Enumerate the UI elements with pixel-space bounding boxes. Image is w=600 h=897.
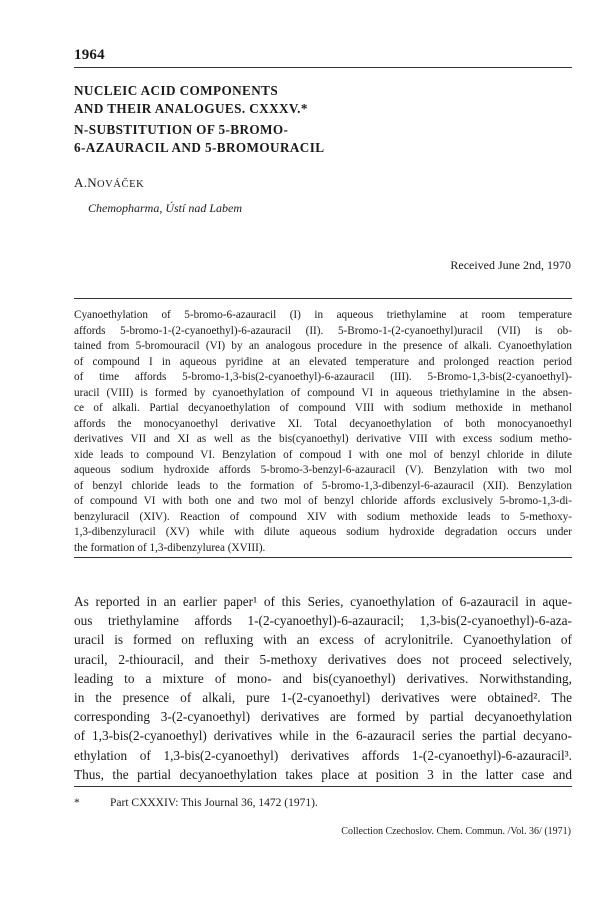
abstract-line: the formation of 1,3-dibenzylurea (XVIII).	[74, 541, 266, 554]
body-line: leading to a mixture of mono- and bis(cyanoethyl) derivatives. Norwithstanding,	[74, 670, 572, 686]
abstract-line: 1,3-dibenzyluracil (XV) while with dilute aqueous sodium hydroxide degradation occurs under	[74, 526, 572, 538]
title-line-4: 6-AZAURACIL AND 5-BROMOURACIL	[74, 139, 325, 155]
abstract-line: tained from 5-bromouracil (VI) by an analogous procedure in the presence of alkali. Cyanoethylation	[74, 340, 572, 352]
abstract-line: ce of alkali. Partial decyanoethylation of compound VIII with sodium methoxide in methanol	[74, 402, 572, 414]
abstract	[74, 308, 572, 556]
body-line: ethylation of 1,3-bis(2-cyanoethyl) derivatives affords 1-(2-cyanoethyl)-6-azauracil³.	[74, 747, 572, 763]
page-number: 1964	[74, 47, 105, 63]
footnote-rule	[74, 786, 572, 787]
abstract-line: benzyluracil (XIV). Reaction of compound XIV with sodium methoxide leads to 5-methoxy-	[74, 510, 572, 523]
title-line-1: NUCLEIC ACID COMPONENTS	[74, 83, 279, 98]
footnote-mark: *	[74, 797, 80, 809]
abstract-line: affords the monocyanoethyl derivative XI. Total decyanoethylation of both monocyanoethyl	[74, 417, 572, 430]
title-line-2: AND THEIR ANALOGUES. CXXXV.*	[74, 100, 308, 116]
abstract-line: xide leads to compound VI. Benzylation of compoud I with one mol of benzyl chloride in dilute	[74, 448, 572, 461]
abstract-line: of compound VI with both one and two mol of benzyl chloride affords exclusively 5-bromo-1,3-di-	[74, 495, 572, 507]
received-date: Received June 2nd, 1970	[450, 258, 571, 272]
body-line: uracil, 2-thiouracil, and their 5-methoxy derivatives does not proceed selectively,	[74, 651, 572, 667]
abstract-line: uracil (VIII) is formed by cyanoethylation of compound VI in aqueous triethylamine in the absen-	[74, 386, 572, 399]
abstract-line: of benzyl chloride leads to the formation of 5-bromo-1,3-dibenzyl-6-azauracil (XII). Benzylation	[74, 479, 572, 492]
body-line: of 1,3-bis(2-cyanoethyl) derivatives while in the 6-azauracil series the partial decyano-	[74, 728, 572, 744]
footnote-text: Part CXXXIV: This Journal 36, 1472 (1971).	[110, 797, 318, 809]
footnote	[74, 797, 318, 809]
affiliation: Chemopharma, Ústí nad Labem	[88, 201, 243, 215]
body-line: uracil is formed on refluxing with an excess of acrylonitrile. Cyanoethylation of	[74, 632, 572, 648]
journal-footer: Collection Czechoslov. Chem. Commun. /Vol. 36/ (1971)	[341, 826, 571, 837]
author-name	[74, 175, 144, 191]
article-title	[74, 82, 324, 156]
body-line: ous triethylamine affords 1-(2-cyanoethyl)-6-azauracil; 1,3-bis(2-cyanoethyl)-6-aza-	[74, 613, 572, 629]
abstract-line: aqueous sodium hydroxide affords 5-bromo-3-benzyl-6-azauracil (V). Benzylation with two mol	[74, 464, 572, 476]
abstract-line: Cyanoethylation of 5-bromo-6-azauracil (I) in aqueous triethylamine at room temperature	[74, 309, 572, 321]
author-surname-rest: OVÁČEK	[96, 179, 145, 190]
body-line: As reported in an earlier paper¹ of this Series, cyanoethylation of 6-azauracil in aque-	[74, 594, 572, 609]
body-line: Thus, the partial decyanoethylation takes place at position 3 in the latter case and	[74, 766, 572, 782]
abstract-line: of compound I in aqueous pyridine at an elevated temperature and prolonged reaction period	[74, 355, 572, 368]
body-line: in the presence of alkali, pure 1-(2-cyanoethyl) derivatives were obtained². The	[74, 690, 572, 706]
title-line-3: N-SUBSTITUTION OF 5-BROMO-	[74, 122, 289, 137]
abstract-line: affords 5-bromo-1-(2-cyanoethyl)-6-azauracil (II). 5-Bromo-1-(2-cyanoethyl)uracil (VII) is ob-	[74, 324, 572, 337]
author-surname-cap: N	[87, 175, 97, 190]
header-rule	[74, 67, 572, 68]
body-text	[74, 592, 572, 784]
abstract-bottom-rule	[74, 557, 572, 558]
abstract-line: derivatives VII and XI as well as the bis(cyanoethyl) derivative VIII with excess sodium metho-	[74, 433, 572, 445]
abstract-top-rule	[74, 298, 572, 299]
body-line: corresponding 3-(2-cyanoethyl) derivatives are formed by partial decyanoethylation	[74, 709, 572, 725]
author-initial: A.	[74, 175, 88, 190]
abstract-line: of time affords 5-bromo-1,3-bis(2-cyanoethyl)-6-azauracil (III). 5-Bromo-1,3-bis(2-cyanoethyl)-	[74, 371, 572, 383]
